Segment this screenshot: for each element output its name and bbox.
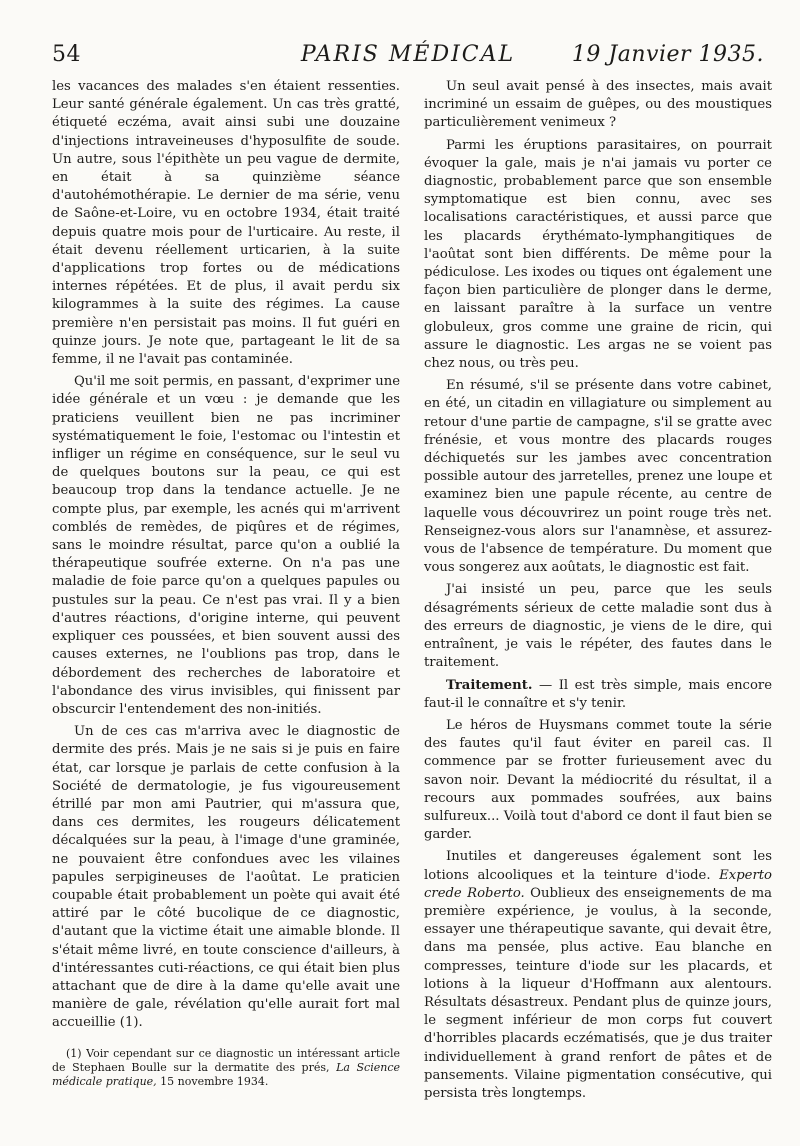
journal-title: PARIS MÉDICAL bbox=[300, 42, 516, 67]
paragraph: Parmi les éruptions parasitaires, on pourrait évoquer la gale, mais je n'ai jamais vu porter ce diagnostic, probablement parce que son ensemble symptomatique est bien connu, avec ses localisations caractéristiques, et aussi parce que les placards érythémato-lymphangitiques de l'aoûtat sont bien différents. De même pour la pédiculose. Les ixodes ou tiques ont également une façon bien particulière de plonger dans le derme, en laissant paraître à la surface un ventre globuleux, gros comme une graine de ricin, qui assure le diagnostic. Les argas ne se voient pas chez nous, ou très peu. bbox=[424, 137, 772, 372]
text-run: Inutiles et dangereuses également sont les lotions alcooliques et la teinture d'iode. bbox=[424, 849, 772, 883]
paragraph: Qu'il me soit permis, en passant, d'exprimer une idée générale et un vœu : je demande que les praticiens veuillent bien ne pas incriminer systématiquement le foie, l'estomac ou l'intestin et infliger un régime en conséquence, sur le seul vu de quelques boutons sur la peau, ce qui est beaucoup trop dans la tendance actuelle. Je ne compte plus, par exemple, les acnés qui m'arrivent comblés de remèdes, de piqûres et de régimes, sans le moindre résultat, parce qu'on a oublié la thérapeutique soufrée externe. On n'a pas une maladie de foie parce qu'on a quelques papules ou pustules sur la peau. Ce n'est pas vrai. Il y a bien d'autres réactions, d'origine interne, qui peuvent expliquer ces poussées, et bien souvent aussi des causes externes, ne l'oublions pas trop, dans le débordement des recherches de laboratoire et l'abondance des virus invisibles, qui finissent par obscurcir l'entendement des non-initiés. bbox=[52, 374, 400, 717]
latin-phrase: Experto crede Roberto. bbox=[424, 867, 772, 901]
paragraph: En résumé, s'il se présente dans votre cabinet, en été, un citadin en villagiature ou simplement au retour d'une partie de campagne, s'il se gratte avec frénésie, et vous montre des placards rouges déchiquetés sur les jambes avec concentration possible autour des jarretelles, prenez une loupe et examinez bien une papule récente, au centre de laquelle vous découvrirez un point rouge très net. Renseignez-vous alors sur l'anamnèse, et assurez-vous de l'absence de température. Du moment que vous songerez aux aoûtats, le diagnostic est fait. bbox=[424, 378, 772, 576]
treatment-heading: Traitement. bbox=[446, 677, 533, 693]
paragraph bbox=[424, 848, 772, 1103]
treatment-paragraph bbox=[424, 677, 772, 713]
page-number: 54 bbox=[52, 42, 81, 67]
issue-date: 19 Janvier 1935. bbox=[571, 42, 764, 67]
footnote-text: (1) Voir cependant sur ce diagnostic un intéressant article de Stephaen Boulle sur la dermatite des prés, bbox=[52, 1046, 400, 1074]
paragraph: J'ai insisté un peu, parce que les seuls désagréments sérieux de cette maladie sont dus à des erreurs de diagnostic, je viens de le dire, qui entraînent, je vais le répéter, des fautes dans le traitement. bbox=[424, 582, 772, 671]
footnote-date: 15 novembre 1934. bbox=[160, 1074, 269, 1088]
paragraph: les vacances des malades s'en étaient ressenties. Leur santé générale également. Un cas très gratté, étiqueté eczéma, avait ainsi subi une douzaine d'injections intraveineuses d'hyposulfite de soude. Un autre, sous l'épithète un peu vague de dermite, en était à sa quinzième séance d'autohémothérapie. Le dernier de ma série, venu de Saône-et-Loire, vu en octobre 1934, était traité depuis quatre mois pour de l'urticaire. Au reste, il était devenu réellement urticarien, à la suite d'applications trop fortes ou de médications internes répétées. Et de plus, il avait perdu six kilogrammes à la suite des régimes. La cause première n'en persistait pas moins. Il fut guéri en quinze jours. Je note que, partageant le lit de sa femme, il ne l'avait pas contaminée. bbox=[52, 79, 400, 368]
left-column bbox=[52, 78, 400, 1093]
paragraph: Le héros de Huysmans commet toute la série des fautes qu'il faut éviter en pareil cas. Il commence par se frotter furieusement avec du savon noir. Devant la médiocrité du résultat, il a recours aux pommades soufrées, aux bains sulfureux... Voilà tout d'abord ce dont il faut bien se garder. bbox=[424, 717, 772, 843]
right-column bbox=[424, 78, 772, 1107]
treatment-text: — Il est très simple, mais encore faut-il le connaître et s'y tenir. bbox=[424, 677, 772, 711]
paragraph: Un de ces cas m'arriva avec le diagnostic de dermite des prés. Mais je ne sais si je puis en faire état, car lorsque je parlais de cette confusion à la Société de dermatologie, je fus vigoureusement étrillé par mon ami Pautrier, qui m'assura que, dans ces dermites, les rougeurs délicatement décalquées sur la peau, à l'image d'une graminée, ne pouvaient être confondues avec les vilaines papules serpigineuses de l'aoûtat. Le praticien coupable était probablement un poète qui avait été attiré par le côté bucolique de ce diagnostic, d'autant que la victime était une aimable blonde. Il s'était même livré, en toute conscience d'ailleurs, à d'intéressantes cuti-réactions, ce qui était bien plus attachant que de dire à la dame qu'elle avait une manière de gale, révélation qu'elle aurait fort mal accueillie (1). bbox=[52, 724, 400, 1031]
footnote bbox=[52, 1047, 400, 1089]
page-header bbox=[52, 36, 764, 76]
text-run: Oublieux des enseignements de ma première expérience, je voulus, à la seconde, essayer une thérapeutique savante, qui devait être, dans ma pensée, plus active. Eau blanche en compresses, teinture d'iode sur les placards, et lotions à la liqueur d'Hoffmann aux alentours. Résultats désastreux. Pendant plus de quinze jours, le segment inférieur de mon corps fut couvert d'horribles placards eczématisés, que je dus traiter individuellement à grand renfort de pâtes et de pansements. Vilaine pigmentation consécutive, qui persista très longtemps. bbox=[424, 885, 772, 1101]
paragraph: Un seul avait pensé à des insectes, mais avait incriminé un essaim de guêpes, ou des moustiques particulièrement venimeux ? bbox=[424, 79, 772, 131]
footnote-journal: La Science médicale pratique, bbox=[52, 1060, 400, 1088]
